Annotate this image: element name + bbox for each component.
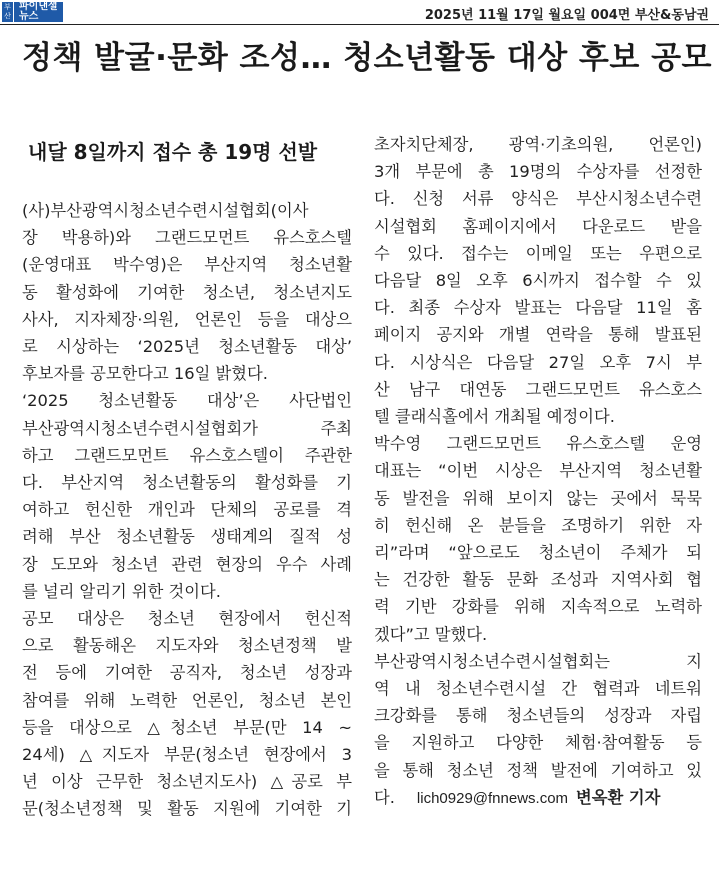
text-line: 려해 부산 청소년활동 생태계의 질적 성 — [22, 527, 352, 547]
logo-text-line1: 파이낸셜 — [19, 1, 58, 12]
text-line: 리”라며 “앞으로도 청소년이 주체가 되 — [374, 543, 702, 563]
text-line: 다. 최종 수상자 발표는 다음달 11일 홈 — [374, 298, 702, 318]
text-line: 전 등에 기여한 공직자, 청소년 성장과 — [22, 663, 352, 683]
text-line: 산 남구 대연동 그랜드모먼트 유스호스 — [374, 379, 702, 399]
text-line: 히 헌신해 온 분들을 조명하기 위한 자 — [374, 515, 702, 535]
text-line: 텔 클래식홀에서 개최될 예정이다. — [374, 407, 615, 427]
dateline: 2025년 11월 17일 월요일 004면 부산&동남권 — [424, 8, 709, 23]
text-line: 로 시상하는 ‘2025년 청소년활동 대상’ — [22, 337, 352, 357]
text-line: (사)부산광역시청소년수련시설협회(이사 — [22, 201, 309, 220]
text-line: 동 발전을 위해 보이지 않는 곳에서 묵묵 — [374, 488, 702, 508]
text-line: 수 있다. 접수는 이메일 또는 우편으로 — [374, 243, 702, 263]
byline — [374, 784, 702, 812]
byline-lead: 다. — [374, 787, 395, 807]
text-line: 대표는 “이번 시상은 부산지역 청소년활 — [374, 461, 702, 481]
text-line: (운영대표 박수영)은 부산지역 청소년활 — [22, 255, 352, 275]
text-line: 박수영 그랜드모먼트 유스호스텔 운영 — [374, 434, 702, 454]
text-line: 공모 대상은 청소년 현장에서 헌신적 — [22, 609, 352, 629]
text-line: 여하고 헌신한 개인과 단체의 공로를 격 — [22, 500, 352, 520]
text-line: 으로 활동해온 지도자와 청소년정책 발 — [22, 636, 352, 656]
left-column — [22, 197, 352, 823]
text-line: 동 활성화에 기여한 청소년, 청소년지도 — [22, 282, 352, 302]
text-line: 하고 그랜드모먼트 유스호스텔이 주관한 — [22, 445, 352, 465]
logo-mark — [2, 2, 13, 22]
text-line: 문(청소년정책 및 활동 지원에 기여한 기 — [22, 799, 352, 819]
text-line: 부산광역시청소년수련시설협회는 지 — [374, 651, 702, 671]
text-line: 시설협회 홈페이지에서 다운로드 받을 — [374, 216, 702, 236]
text-line: 초자치단체장, 광역·기초의원, 언론인) — [374, 135, 702, 154]
logo-mark-bottom: 산 — [4, 12, 11, 20]
text-line: 24세) △지도자 부문(청소년 현장에서 3 — [22, 745, 352, 765]
text-line: 력 기반 강화를 위해 지속적으로 노력하 — [374, 597, 702, 617]
text-line: 겠다”고 말했다. — [374, 624, 488, 644]
text-line: 크강화를 통해 청소년들의 성장과 자립 — [374, 706, 702, 726]
text-line: 사사, 지자체장·의원, 언론인 등을 대상으 — [22, 309, 352, 329]
text-line: 장 박용하)와 그랜드모먼트 유스호스텔 — [22, 228, 352, 248]
text-line: 을 통해 청소년 정책 발전에 기여하고 있 — [374, 760, 702, 780]
text-line: ‘2025 청소년활동 대상’은 사단법인 — [22, 391, 352, 411]
text-line: 다. 신청 서류 양식은 부산시청소년수련 — [374, 189, 702, 209]
masthead — [0, 0, 719, 26]
right-column — [374, 131, 702, 812]
newspaper-logo — [2, 2, 63, 22]
text-line: 장 도모와 청소년 관련 현장의 우수 사례 — [22, 554, 352, 574]
text-line: 등을 대상으로 △청소년 부문(만 14 ~ — [22, 717, 352, 737]
logo-text-line2: 뉴스 — [19, 11, 39, 22]
header-rule — [0, 24, 719, 25]
text-line: 페이지 공지와 개별 연락을 통해 발표된 — [374, 325, 702, 345]
text-line: 다. 부산지역 청소년활동의 활성화를 기 — [22, 473, 352, 493]
text-line: 는 건강한 활동 문화 조성과 지역사회 협 — [374, 570, 702, 590]
text-line: 을 지원하고 다양한 체험·참여활동 등 — [374, 733, 702, 753]
text-line: 년 이상 근무한 청소년지도사) △공로 부 — [22, 772, 352, 792]
headline: 정책 발굴·문화 조성… 청소년활동 대상 후보 공모 — [22, 40, 713, 76]
text-line: 다음달 8일 오후 6시까지 접수할 수 있 — [374, 271, 702, 291]
text-line: 부산광역시청소년수련시설협회가 주최 — [22, 418, 352, 438]
logo-mark-top: 부 — [4, 3, 11, 11]
text-line: 를 널리 알리기 위한 것이다. — [22, 581, 221, 601]
text-line: 참여를 위해 노력한 언론인, 청소년 본인 — [22, 690, 352, 710]
logo-text — [14, 2, 63, 22]
text-line: 역 내 청소년수련시설 간 협력과 네트워 — [374, 679, 702, 699]
text-line: 다. 시상식은 다음달 27일 오후 7시 부 — [374, 352, 702, 372]
subhead: 내달 8일까지 접수 총 19명 선발 — [28, 140, 318, 164]
text-line: 후보자를 공모한다고 16일 밝혔다. — [22, 364, 268, 384]
text-line: 3개 부문에 총 19명의 수상자를 선정한 — [374, 162, 702, 182]
author-name: 변옥환 기자 — [576, 787, 661, 807]
author-email[interactable]: lich0929@fnnews.com — [416, 789, 569, 807]
